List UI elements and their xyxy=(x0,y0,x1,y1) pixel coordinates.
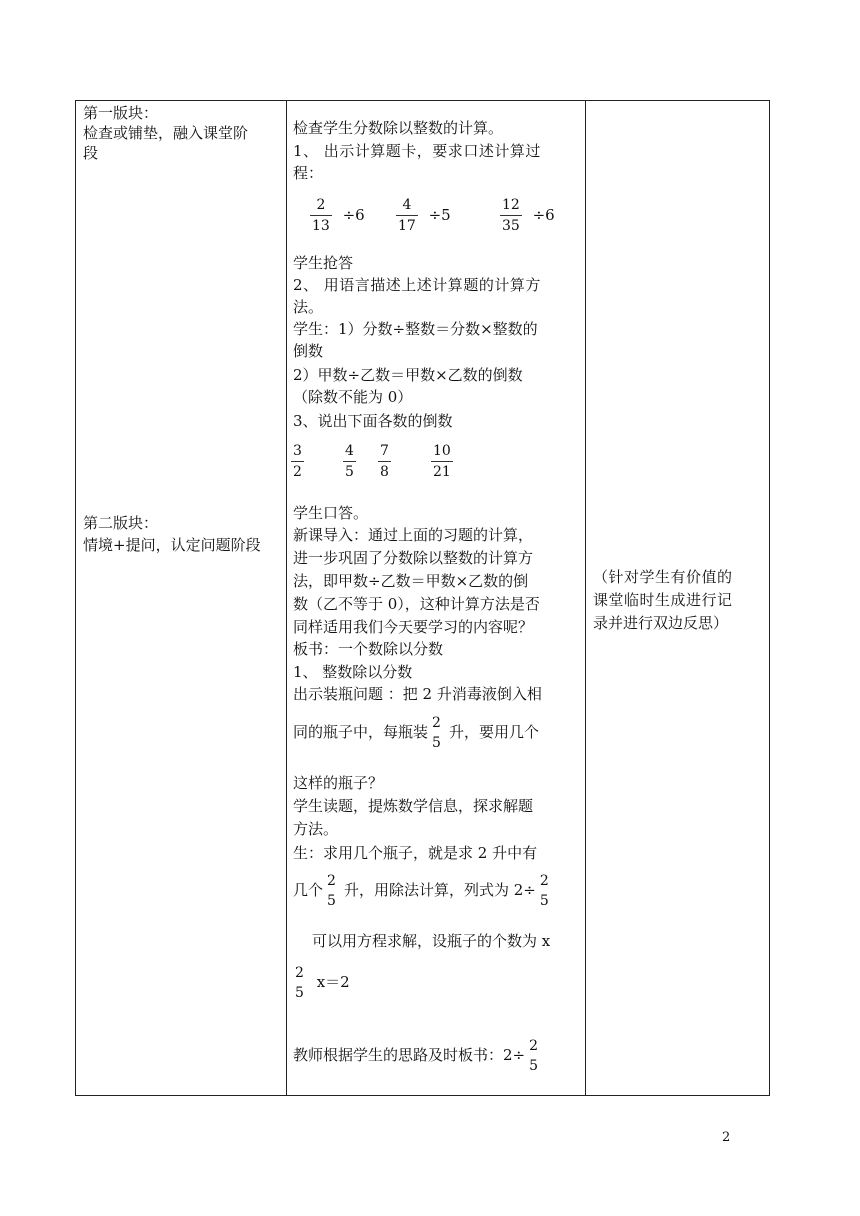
block1-title: 第一版块： xyxy=(83,104,159,122)
block2-title: 第二版块： xyxy=(83,514,159,532)
text-line: 生：求用几个瓶子，就是求 2 升中有 xyxy=(293,844,538,862)
fraction-expression: $\frac{2}{13}$ ÷6 xyxy=(312,197,365,234)
fraction-expression: $\frac{4}{17}$ ÷5 xyxy=(398,197,451,234)
fraction: $\frac{3}{2}$ xyxy=(293,443,302,480)
text-line: 法。 xyxy=(293,298,324,316)
fraction: 2 5 xyxy=(327,873,336,909)
text-line: 2）甲数÷乙数＝甲数×乙数的倒数 xyxy=(293,366,523,384)
text-line: 可以用方程求解，设瓶子的个数为 x xyxy=(312,932,551,950)
equation: 2 5 x＝2 xyxy=(295,965,350,1001)
text-line: 倒数 xyxy=(293,342,324,360)
text-line: 同样适用我们今天要学习的内容呢？ xyxy=(293,618,534,636)
block2-desc: 情境+提问，认定问题阶段 xyxy=(83,536,261,554)
lesson-table xyxy=(75,100,770,1096)
block1-desc: 检查或铺垫，融入课堂阶 xyxy=(83,124,249,142)
text-line: 1、 出示计算题卡，要求口述计算过 xyxy=(293,142,541,160)
text-line-with-fraction: 教师根据学生的思路及时板书：2÷ 2 5 xyxy=(293,1038,539,1074)
text-line: 检查学生分数除以整数的计算。 xyxy=(293,119,504,137)
reflection-note: 录并进行双边反思） xyxy=(593,614,729,632)
text-line: 学生读题，提炼数学信息，探求解题 xyxy=(293,797,534,815)
text-line: 1、 整数除以分数 xyxy=(293,663,413,681)
reflection-note: （针对学生有价值的 xyxy=(593,568,733,586)
fraction: $\frac{12}{35}$ xyxy=(502,197,520,234)
text-line: 出示装瓶问题 ：把 2 升消毒液倒入相 xyxy=(293,685,542,703)
text-line: 3、说出下面各数的倒数 xyxy=(293,412,453,430)
text-line: 板书：一个数除以分数 xyxy=(293,640,444,658)
block1-desc-cont: 段 xyxy=(83,144,99,162)
text-line: 2、 用语言描述上述计算题的计算方 xyxy=(293,276,541,294)
column-divider xyxy=(286,101,287,1095)
text-line: 新课导入：通过上面的习题的计算， xyxy=(293,526,534,544)
text-line: 数（乙不等于 0），这种计算方法是否 xyxy=(293,595,540,613)
fraction: $\frac{10}{21}$ xyxy=(433,443,451,480)
text-line: 学生抢答 xyxy=(293,254,354,272)
fraction: $\frac{4}{17}$ xyxy=(398,197,416,234)
fraction-expression: $\frac{12}{35}$ ÷6 xyxy=(502,197,555,234)
fraction: 2 5 xyxy=(539,873,549,909)
text-line: 程： xyxy=(293,164,324,182)
fraction: $\frac{7}{8}$ xyxy=(380,443,389,480)
text-line-with-fraction: 同的瓶子中，每瓶装 2 5 升，要用几个 xyxy=(293,715,539,751)
page-number: 2 xyxy=(722,1130,731,1145)
text-line: 法，即甲数÷乙数＝甲数×乙数的倒 xyxy=(293,572,529,590)
reflection-note: 课堂临时生成进行记 xyxy=(593,591,733,609)
text-line-with-fraction: 几个 2 5 升，用除法计算，列式为 2÷ 2 5 xyxy=(293,873,549,909)
fraction: 2 5 xyxy=(432,715,441,751)
fraction: $\frac{2}{13}$ xyxy=(312,197,330,234)
text-line: 进一步巩固了分数除以整数的计算方 xyxy=(293,549,534,567)
text-line: 学生：1）分数÷整数＝分数×整数的 xyxy=(293,320,538,338)
text-line: 学生口答。 xyxy=(293,504,369,522)
fraction: 2 5 xyxy=(529,1038,539,1074)
text-line: 这样的瓶子？ xyxy=(293,774,384,792)
fraction: 2 5 xyxy=(295,965,304,1001)
text-line: （除数不能为 0） xyxy=(293,388,413,406)
fraction: $\frac{4}{5}$ xyxy=(345,443,354,480)
text-line: 方法。 xyxy=(293,820,339,838)
